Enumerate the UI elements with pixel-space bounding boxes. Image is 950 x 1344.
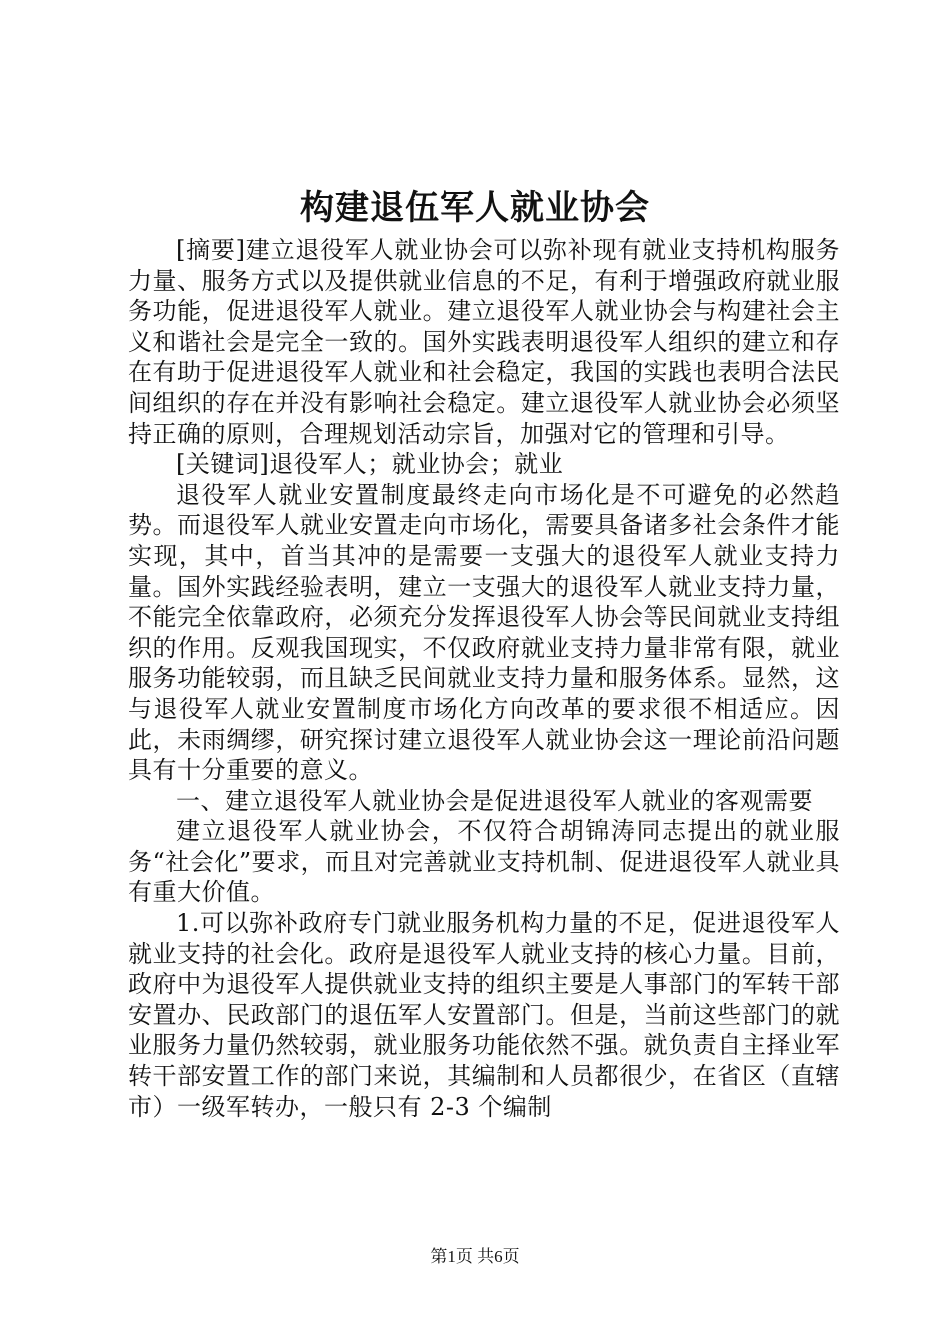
document-title: 构建退伍军人就业协会 (300, 188, 650, 228)
point-one-paragraph: 1.可以弥补政府专门就业服务机构力量的不足，促进退役军人就业支持的社会化。政府是退役军人就业支持的核心力量。目前，政府中为退役军人提供就业支持的组织主要是人事部门的军转干部安置办、民政部门的退伍军人安置部门。但是，当前这些部门的就业服务力量仍然较弱，就业服务功能依然不强。就负责自主择业军转干部安置工作的部门来说，其编制和人员都很少，在省区（直辖市）一级军转办，一般只有 2-3 个编制 (128, 909, 840, 1121)
abstract-paragraph: [摘要]建立退役军人就业协会可以弥补现有就业支持机构服务力量、服务方式以及提供就业信息的不足，有利于增强政府就业服务功能，促进退役军人就业。建立退役军人就业协会与构建社会主义和谐社会是完全一致的。国外实践表明退役军人组织的建立和存在有助于促进退役军人就业和社会稳定，我国的实践也表明合法民间组织的存在并没有影响社会稳定。建立退役军人就业协会必须坚持正确的原则，合理规划活动宗旨，加强对它的管理和引导。 (128, 236, 840, 448)
intro-paragraph: 退役军人就业安置制度最终走向市场化是不可避免的必然趋势。而退役军人就业安置走向市场化，需要具备诸多社会条件才能实现，其中，首当其冲的是需要一支强大的退役军人就业支持力量。国外实践经验表明，建立一支强大的退役军人就业支持力量，不能完全依靠政府，必须充分发挥退役军人协会等民间就业支持组织的作用。反观我国现实，不仅政府就业支持力量非常有限，就业服务功能较弱，而且缺乏民间就业支持力量和服务体系。显然，这与退役军人就业安置制度市场化方向改革的要求很不相适应。因此，未雨绸缪，研究探讨建立退役军人就业协会这一理论前沿问题具有十分重要的意义。 (128, 480, 840, 785)
section-heading: 一、建立退役军人就业协会是促进退役军人就业的客观需要 (176, 786, 813, 815)
document-body (128, 235, 840, 1122)
page-footer: 第1页 共6页 (430, 1247, 520, 1266)
keywords-paragraph: [关键词]退役军人；就业协会；就业 (176, 450, 564, 479)
section-intro-paragraph: 建立退役军人就业协会，不仅符合胡锦涛同志提出的就业服务“社会化”要求，而且对完善就业支持机制、促进退役军人就业具有重大价值。 (128, 817, 840, 907)
